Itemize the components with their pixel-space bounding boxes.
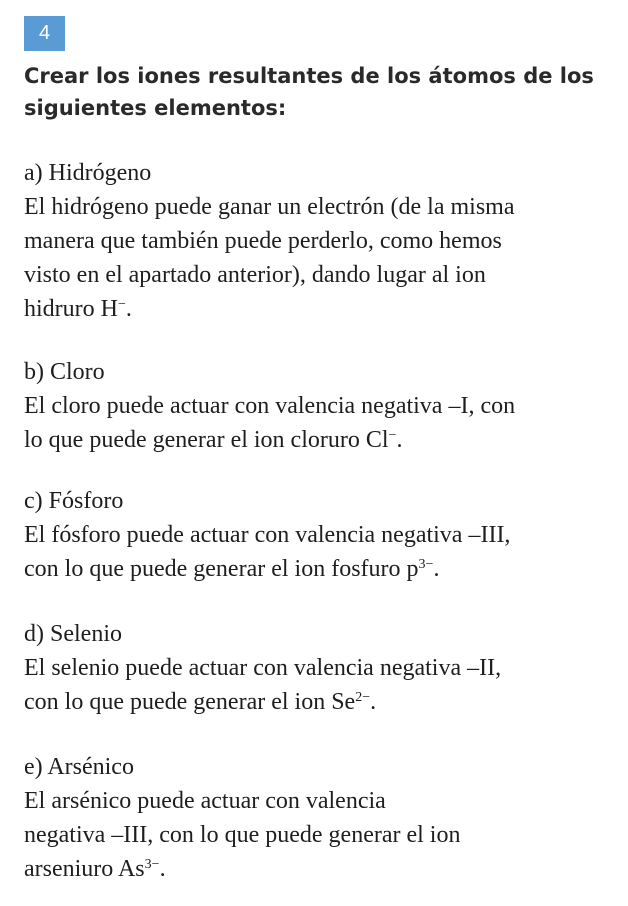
body-line: visto en el apartado anterior), dando lugar al ion <box>24 262 486 288</box>
body-line-with-ion <box>24 685 624 719</box>
body-line: El cloro puede actuar con valencia negativa –I, con <box>24 393 516 419</box>
section-heading: b) Cloro <box>24 359 105 385</box>
section-body <box>24 518 624 586</box>
body-line-with-ion <box>24 852 624 886</box>
body-line: El selenio puede actuar con valencia negativa –II, <box>24 655 502 681</box>
section-cloro <box>24 355 624 457</box>
ion-text: lo que puede generar el ion cloruro Cl <box>24 427 389 453</box>
sentence-end: . <box>396 427 403 453</box>
section-selenio <box>24 617 624 719</box>
body-line: negativa –III, con lo que puede generar el ion <box>24 822 461 848</box>
section-arsenico <box>24 750 624 886</box>
sentence-end: . <box>433 556 440 582</box>
ion-charge: − <box>388 428 397 443</box>
exercise-title-line: siguientes elementos: <box>24 96 287 120</box>
exercise-title <box>24 60 614 124</box>
ion-text: con lo que puede generar el ion Se <box>24 689 356 715</box>
body-line: El arsénico puede actuar con valencia <box>24 788 386 814</box>
section-body <box>24 784 624 886</box>
body-line: manera que también puede perderlo, como hemos <box>24 228 502 254</box>
body-line: El hidrógeno puede ganar un electrón (de la misma <box>24 194 515 220</box>
sentence-end: . <box>370 689 377 715</box>
section-heading: a) Hidrógeno <box>24 160 152 186</box>
section-hidrogeno <box>24 156 624 326</box>
body-line: El fósforo puede actuar con valencia negativa –III, <box>24 522 511 548</box>
exercise-number-badge: 4 <box>24 16 65 51</box>
section-fosforo <box>24 484 624 586</box>
body-line-with-ion <box>24 423 624 457</box>
ion-charge: 3− <box>418 557 434 572</box>
section-heading: d) Selenio <box>24 621 122 647</box>
sentence-end: . <box>125 296 132 322</box>
ion-text: hidruro H <box>24 296 118 322</box>
section-heading: c) Fósforo <box>24 488 124 514</box>
ion-text: con lo que puede generar el ion fosfuro p <box>24 556 419 582</box>
section-body <box>24 190 624 326</box>
ion-charge: 2− <box>355 690 371 705</box>
section-body <box>24 389 624 457</box>
sentence-end: . <box>159 856 166 882</box>
body-line-with-ion <box>24 292 624 326</box>
section-body <box>24 651 624 719</box>
ion-charge: − <box>117 297 126 312</box>
ion-charge: 3− <box>144 857 160 872</box>
section-heading: e) Arsénico <box>24 754 134 780</box>
body-line-with-ion <box>24 552 624 586</box>
exercise-title-line: Crear los iones resultantes de los átomos de los <box>24 64 594 88</box>
ion-text: arseniuro As <box>24 856 145 882</box>
